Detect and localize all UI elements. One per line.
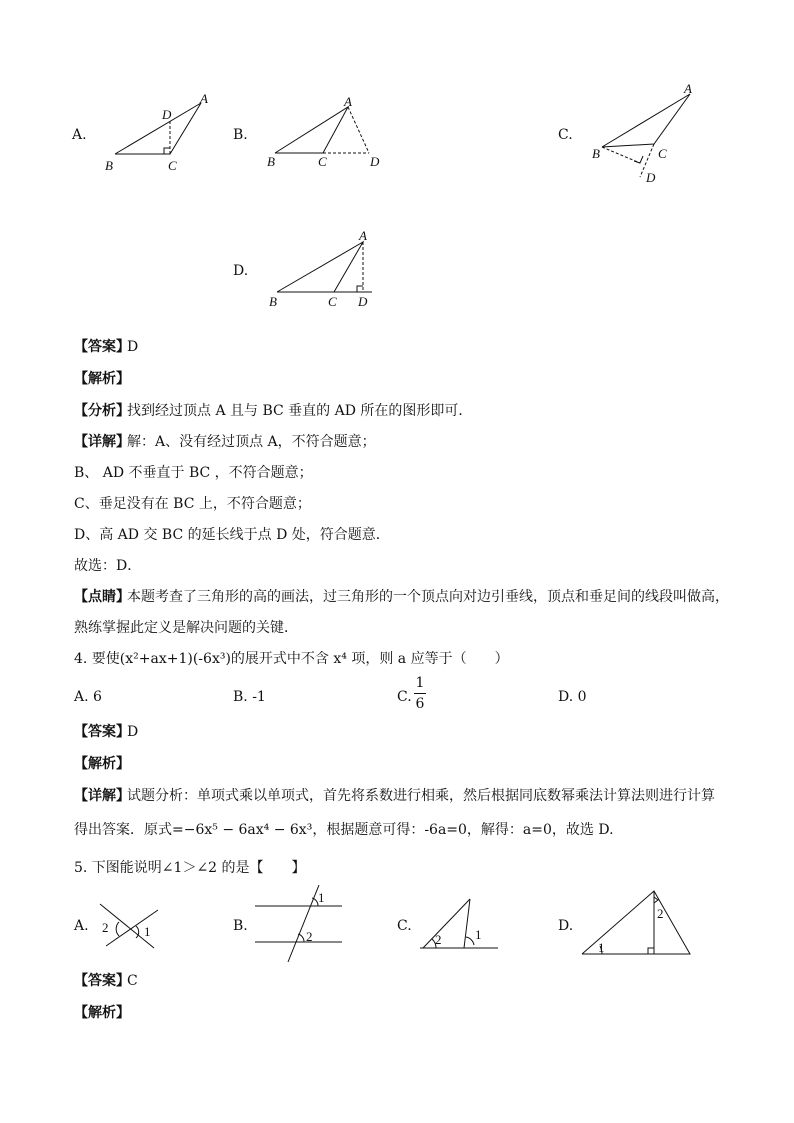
fraction-denominator: 6 xyxy=(415,696,425,712)
angle-2-label: 2 xyxy=(102,920,109,935)
figure-5b-parallel-lines xyxy=(252,882,347,964)
q5-option-b: B. xyxy=(233,918,248,934)
figure-5d-right-triangle xyxy=(578,886,696,958)
label-a: A xyxy=(359,228,367,243)
option-c-label: C. xyxy=(558,127,573,143)
fenxi-tag: 【分析】 xyxy=(74,403,130,419)
label-b: B xyxy=(269,294,277,309)
label-c: C xyxy=(168,158,177,173)
q5-option-d: D. xyxy=(558,918,574,934)
label-a: A xyxy=(684,81,692,96)
label-d: D xyxy=(162,107,172,122)
figure-3a-triangle xyxy=(100,88,220,178)
detail-line-4: D、高 AD 交 BC 的延长线于点 D 处，符合题意． xyxy=(74,527,390,543)
label-d: D xyxy=(370,154,380,169)
label-d: D xyxy=(646,170,656,185)
label-b: B xyxy=(267,154,275,169)
label-a: A xyxy=(344,94,352,109)
q5-analysis-tag: 【解析】 xyxy=(74,1005,130,1021)
angle-2-label: 2 xyxy=(435,932,442,947)
label-d: D xyxy=(358,294,368,309)
label-c: C xyxy=(318,154,327,169)
figure-3b-triangle xyxy=(262,92,392,177)
q4-option-c-fraction xyxy=(414,675,426,712)
option-d-label: D. xyxy=(233,263,249,279)
q4-option-c-label: C. xyxy=(397,689,412,705)
q4-detail-line-2: 得出答案．原式=−6x⁵ − 6ax⁴ − 6x³，根据题意可得：-6a=0，解得：a=0，故选 D. xyxy=(74,822,614,838)
q4-detail-tag: 【详解】 xyxy=(74,788,130,804)
q4-answer-tag: 【答案】 xyxy=(74,724,130,740)
answer-tag: 【答案】 xyxy=(74,339,130,355)
q4-analysis-tag: 【解析】 xyxy=(74,756,130,772)
q4-option-d: D. 0 xyxy=(558,689,587,705)
angle-1-label: 1 xyxy=(144,924,151,939)
label-c: C xyxy=(328,294,337,309)
q4-detail-line-1: 试题分析：单项式乘以单项式，首先将系数进行相乘，然后根据同底数幂乘法计算法则进行计算 xyxy=(127,788,715,804)
label-b: B xyxy=(105,158,113,173)
q5-answer-value: C xyxy=(127,973,138,989)
angle-1-label: 1 xyxy=(598,940,605,955)
dianjing-line-2: 熟练掌握此定义是解决问题的关键． xyxy=(74,620,298,636)
angle-2-label: 2 xyxy=(306,929,313,944)
q5-stem: 5. 下图能说明∠1＞∠2 的是【 】 xyxy=(74,860,306,876)
q4-option-a: A. 6 xyxy=(74,689,102,705)
q5-answer-tag: 【答案】 xyxy=(74,973,130,989)
label-c: C xyxy=(658,146,667,161)
q4-option-b: B. -1 xyxy=(233,689,266,705)
dianjing-line-1: 本题考查了三角形的高的画法，过三角形的一个顶点向对边引垂线，顶点和垂足间的线段叫做高， xyxy=(127,589,729,605)
angle-2-label: 2 xyxy=(657,906,664,921)
option-a-label: A. xyxy=(72,127,87,143)
label-b: B xyxy=(592,146,600,161)
q5-option-a: A. xyxy=(74,918,89,934)
answer-value: D xyxy=(127,339,139,355)
angle-1-label: 1 xyxy=(475,927,482,942)
figure-3c-triangle xyxy=(588,80,708,190)
fenxi-text: 找到经过顶点 A 且与 BC 垂直的 AD 所在的图形即可． xyxy=(127,403,473,419)
angle-1-label: 1 xyxy=(318,890,325,905)
q5-option-c: C. xyxy=(397,918,412,934)
detail-tag: 【详解】 xyxy=(74,434,130,450)
option-b-label: B. xyxy=(233,127,248,143)
detail-line-1: 解：A、没有经过顶点 A，不符合题意； xyxy=(127,434,376,450)
figure-5a-intersecting-lines xyxy=(92,896,172,956)
fraction-numerator: 1 xyxy=(415,675,425,691)
q4-stem: 4. 要使(x²+ax+1)(-6x³)的展开式中不含 x⁴ 项，则 a 应等于（ ） xyxy=(74,651,509,667)
analysis-tag: 【解析】 xyxy=(74,371,130,387)
label-a: A xyxy=(200,91,208,106)
figure-3d-triangle xyxy=(262,226,382,316)
dianjing-tag: 【点睛】 xyxy=(74,589,130,605)
detail-line-2: B、 AD 不垂直于 BC ，不符合题意； xyxy=(74,465,313,481)
figure-5c-triangle-exterior-angle xyxy=(418,893,500,953)
q4-answer-value: D xyxy=(127,724,139,740)
detail-line-3: C、垂足没有在 BC 上，不符合题意； xyxy=(74,496,311,512)
choose-line: 故选：D． xyxy=(74,558,142,574)
